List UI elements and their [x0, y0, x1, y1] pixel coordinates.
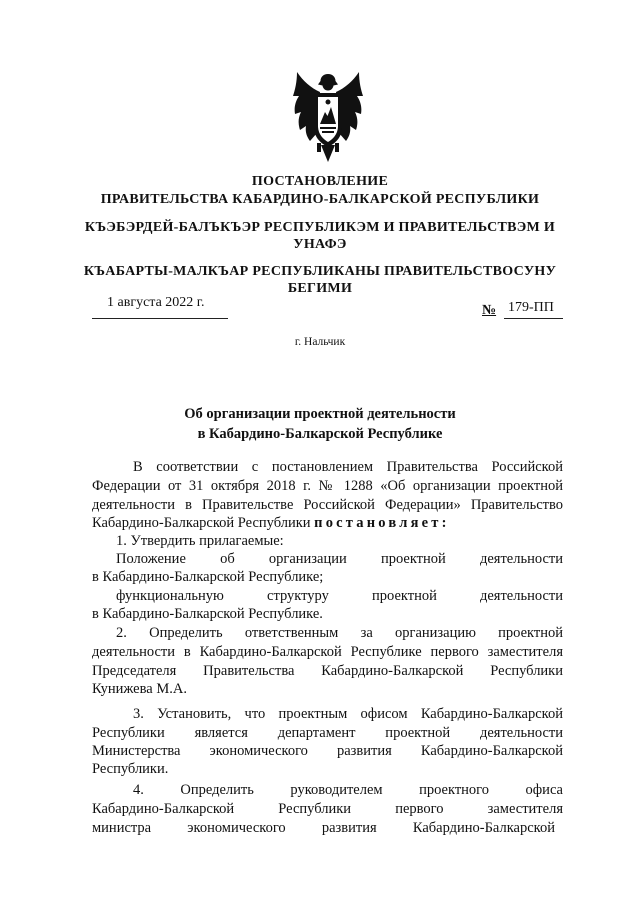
body-line-text: Кабардино-Балкарской Республики — [92, 515, 311, 531]
coat-of-arms-emblem — [293, 71, 363, 163]
body-line: Кабардино-Балкарской Республики первого заместителя — [92, 801, 563, 817]
body-line: Председателя Правительства Кабардино-Балкарской Республики — [92, 663, 563, 679]
body-line: министра экономического развития Кабардино-Балкарской — [92, 820, 555, 836]
body-line: Республики является департамент проектной деятельности — [92, 725, 563, 741]
body-line: функциональную структуру проектной деятельности — [116, 588, 563, 604]
body-line: деятельности в Правительстве Российской Федерации» Правительство — [92, 497, 563, 513]
body-line: Республики. — [92, 761, 169, 777]
date-underline — [92, 318, 228, 319]
body-line: Министерства экономического развития Кабардино-Балкарской — [92, 743, 563, 759]
body-line: 2. Определить ответственным за организацию проектной — [116, 625, 563, 641]
body-line: в Кабардино-Балкарской Республике; — [92, 569, 324, 585]
body-line: в Кабардино-Балкарской Республике. — [92, 606, 323, 622]
body-line — [92, 514, 563, 533]
government-heading: ПРАВИТЕЛЬСТВА КАБАРДИНО-БАЛКАРСКОЙ РЕСПУБЛИКИ — [100, 192, 540, 207]
body-line: Кунижева М.А. — [92, 681, 187, 697]
document-title-line-1: Об организации проектной деятельности — [184, 406, 456, 422]
body-line: Положение об организации проектной деятельности — [116, 551, 563, 567]
body-line: деятельности в Кабардино-Балкарской Республике первого заместителя — [92, 644, 563, 660]
kabardian-heading-line-1: КЪЭБЭРДЕЙ-БАЛЪКЪЭР РЕСПУБЛИКЭМ И ПРАВИТЕЛЬСТВЭМ И — [84, 220, 556, 235]
city-name: г. Нальчик — [294, 336, 346, 348]
body-line: 4. Определить руководителем проектного офиса — [133, 782, 563, 798]
body-line: В соответствии с постановлением Правительства Российской — [133, 459, 563, 475]
balkar-heading-line-2: БЕГИМИ — [287, 281, 353, 296]
resolution-verb: постановляет: — [314, 515, 450, 531]
balkar-heading-line-1: КЪАБАРТЫ-МАЛКЪАР РЕСПУБЛИКАНЫ ПРАВИТЕЛЬСТВОСУНУ — [83, 264, 557, 279]
number-sign: № — [482, 303, 497, 318]
body-line: 1. Утвердить прилагаемые: — [116, 533, 284, 549]
number-underline — [504, 318, 563, 319]
resolution-heading: ПОСТАНОВЛЕНИЕ — [251, 174, 389, 189]
document-title-line-2: в Кабардино-Балкарской Республике — [197, 426, 443, 442]
document-number: 179-ПП — [508, 300, 554, 315]
document-date: 1 августа 2022 г. — [107, 295, 205, 310]
body-line: Федерации от 31 октября 2018 г. № 1288 «Об организации проектной — [92, 478, 563, 494]
kabardian-heading-line-2: УНАФЭ — [293, 237, 347, 252]
body-line: 3. Установить, что проектным офисом Кабардино-Балкарской — [133, 706, 563, 722]
